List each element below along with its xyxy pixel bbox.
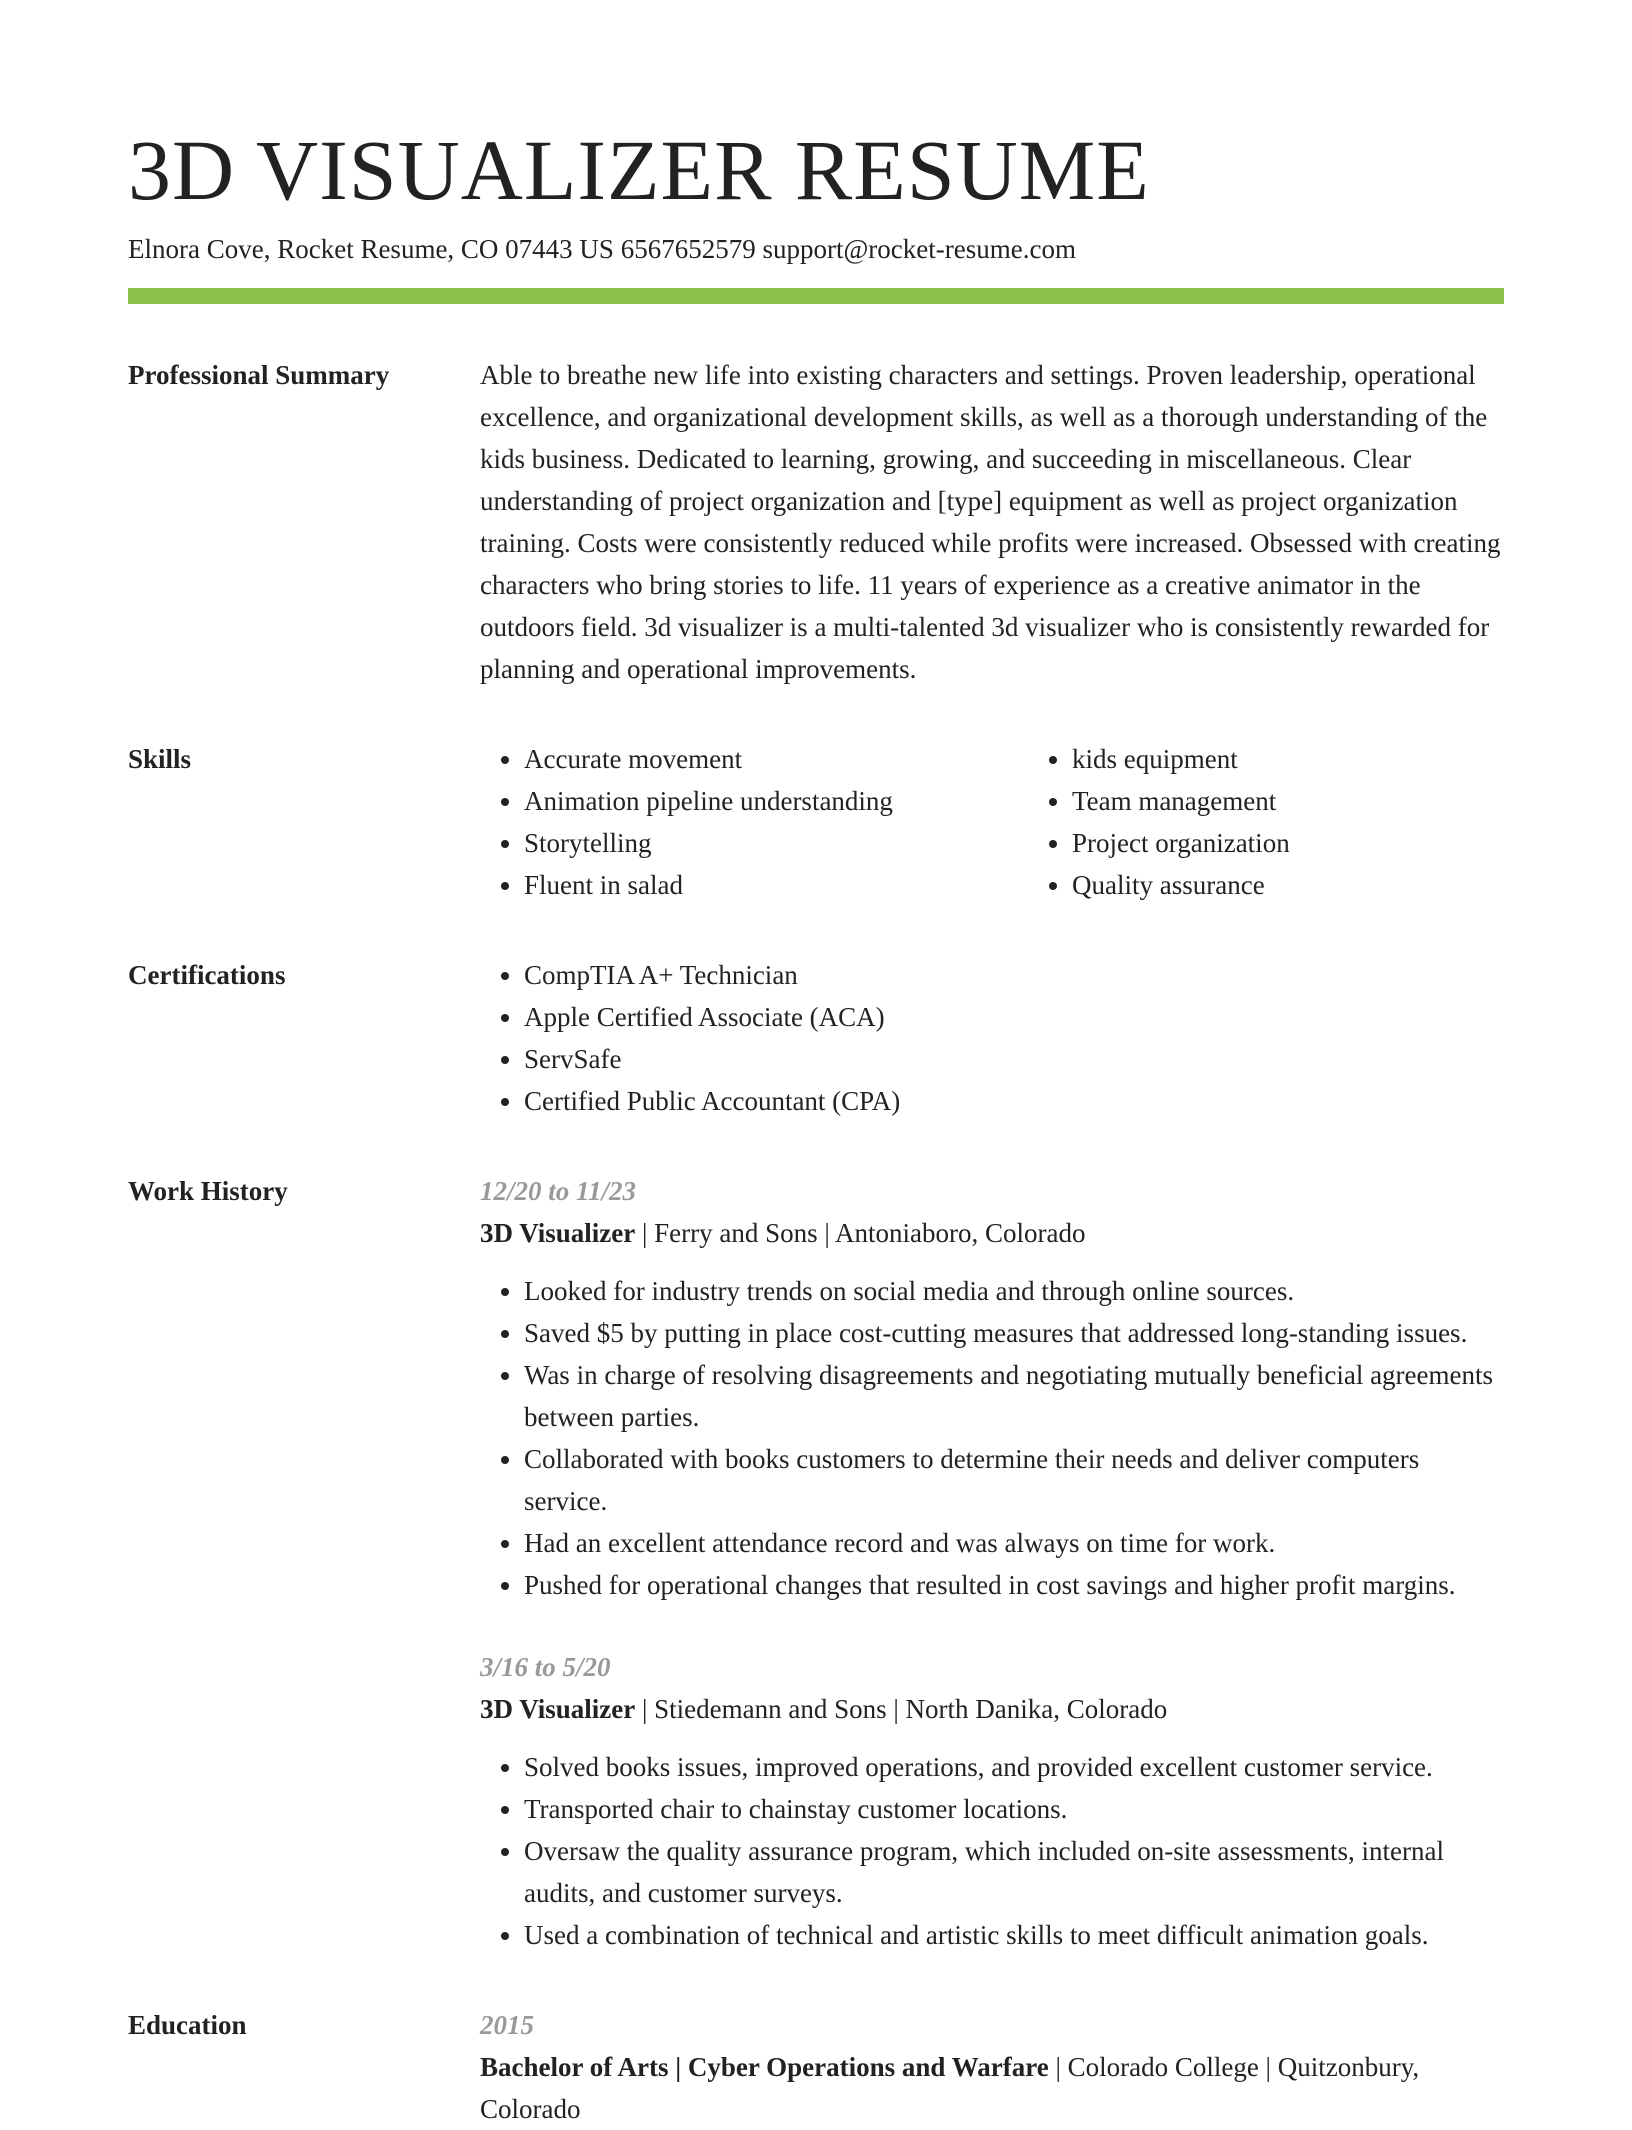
certifications-list xyxy=(480,954,1504,1122)
job-bullet: • Was in charge of resolving disagreements and negotiating mutually beneficial agreements between parties. xyxy=(524,1354,1504,1438)
job-entry xyxy=(480,1646,1504,1956)
job-date: 12/20 to 11/23 xyxy=(480,1176,637,1206)
header-divider xyxy=(128,288,1504,304)
job-bullet: • Used a combination of technical and artistic skills to meet difficult animation goals. xyxy=(524,1914,1504,1956)
job-bullet: • Collaborated with books customers to determine their needs and deliver computers service. xyxy=(524,1438,1504,1522)
job-bullet: • Transported chair to chainstay customer locations. xyxy=(524,1788,1504,1830)
skill-item: • Animation pipeline understanding xyxy=(524,780,1028,822)
skill-item: • Accurate movement xyxy=(524,738,1028,780)
summary-body xyxy=(480,354,1504,690)
skills-list-left xyxy=(480,738,1028,906)
education-body xyxy=(480,2004,1504,2130)
contact-info: Elnora Cove, Rocket Resume, CO 07443 US 6567652579 support@rocket-resume.com xyxy=(128,234,1076,264)
job-company-location: | Ferry and Sons | Antoniaboro, Colorado xyxy=(635,1218,1086,1248)
section-label-certifications: Certifications xyxy=(128,960,286,990)
certifications-section xyxy=(128,954,1504,1122)
skill-item: • Fluent in salad xyxy=(524,864,1028,906)
resume-title: 3D VISUALIZER RESUME xyxy=(128,122,1150,218)
section-label-work-history: Work History xyxy=(128,1176,288,1206)
certification-item: • Apple Certified Associate (ACA) xyxy=(524,996,1504,1038)
certification-item: • Certified Public Accountant (CPA) xyxy=(524,1080,1504,1122)
education-date: 2015 xyxy=(480,2010,534,2040)
skill-item: • kids equipment xyxy=(1072,738,1576,780)
job-bullet: • Pushed for operational changes that resulted in cost savings and higher profit margins. xyxy=(524,1564,1504,1606)
certifications-body xyxy=(480,954,1504,1122)
skill-item: • Quality assurance xyxy=(1072,864,1576,906)
skills-section xyxy=(128,738,1504,906)
work-history-section xyxy=(128,1170,1504,1956)
job-title: 3D Visualizer xyxy=(480,1694,636,1724)
job-entry xyxy=(480,1170,1504,1606)
job-bullets xyxy=(480,1270,1504,1606)
education-line xyxy=(480,2046,1504,2130)
job-bullet: • Solved books issues, improved operations, and provided excellent customer service. xyxy=(524,1746,1504,1788)
skill-item: • Project organization xyxy=(1072,822,1576,864)
certification-item: • CompTIA A+ Technician xyxy=(524,954,1504,996)
job-bullet: • Oversaw the quality assurance program, which included on-site assessments, internal audits, and customer surveys. xyxy=(524,1830,1504,1914)
education-degree: Bachelor of Arts | Cyber Operations and Warfare xyxy=(480,2052,1049,2082)
section-label-education: Education xyxy=(128,2010,247,2040)
section-label-summary: Professional Summary xyxy=(128,360,390,390)
job-date: 3/16 to 5/20 xyxy=(480,1652,611,1682)
skill-item: • Storytelling xyxy=(524,822,1028,864)
job-bullet: • Had an excellent attendance record and was always on time for work. xyxy=(524,1522,1504,1564)
job-company-location: | Stiedemann and Sons | North Danika, Colorado xyxy=(635,1694,1168,1724)
summary-section xyxy=(128,354,1504,690)
job-bullets xyxy=(480,1746,1504,1956)
job-role-line xyxy=(480,1212,1504,1254)
skills-list-right xyxy=(1028,738,1576,906)
certification-item: • ServSafe xyxy=(524,1038,1504,1080)
skills-body xyxy=(480,738,1576,906)
resume-page xyxy=(128,120,1504,2130)
job-bullet: • Saved $5 by putting in place cost-cutting measures that addressed long-standing issues. xyxy=(524,1312,1504,1354)
work-history-body xyxy=(480,1170,1504,1956)
job-bullet: • Looked for industry trends on social media and through online sources. xyxy=(524,1270,1504,1312)
section-label-skills: Skills xyxy=(128,744,192,774)
skill-item: • Team management xyxy=(1072,780,1576,822)
education-section xyxy=(128,2004,1504,2130)
summary-text: Able to breathe new life into existing characters and settings. Proven leadership, operational excellence, and organizational development skills, as well as a thorough understanding of the kids business. Dedicated to learning, growing, and succeeding in miscellaneous. Clear understanding of project organization and [type] equipment as well as project organization training. Costs were consistently reduced while profits were increased. Obsessed with creating characters who bring stories to life. 11 years of experience as a creative animator in the outdoors field. 3d visualizer is a multi-talented 3d visualizer who is consistently rewarded for planning and operational improvements. xyxy=(480,360,1501,684)
job-title: 3D Visualizer xyxy=(480,1218,636,1248)
education-school-location: | Colorado College | Quitzonbury, Colorado xyxy=(480,2052,1420,2124)
job-role-line xyxy=(480,1688,1504,1730)
